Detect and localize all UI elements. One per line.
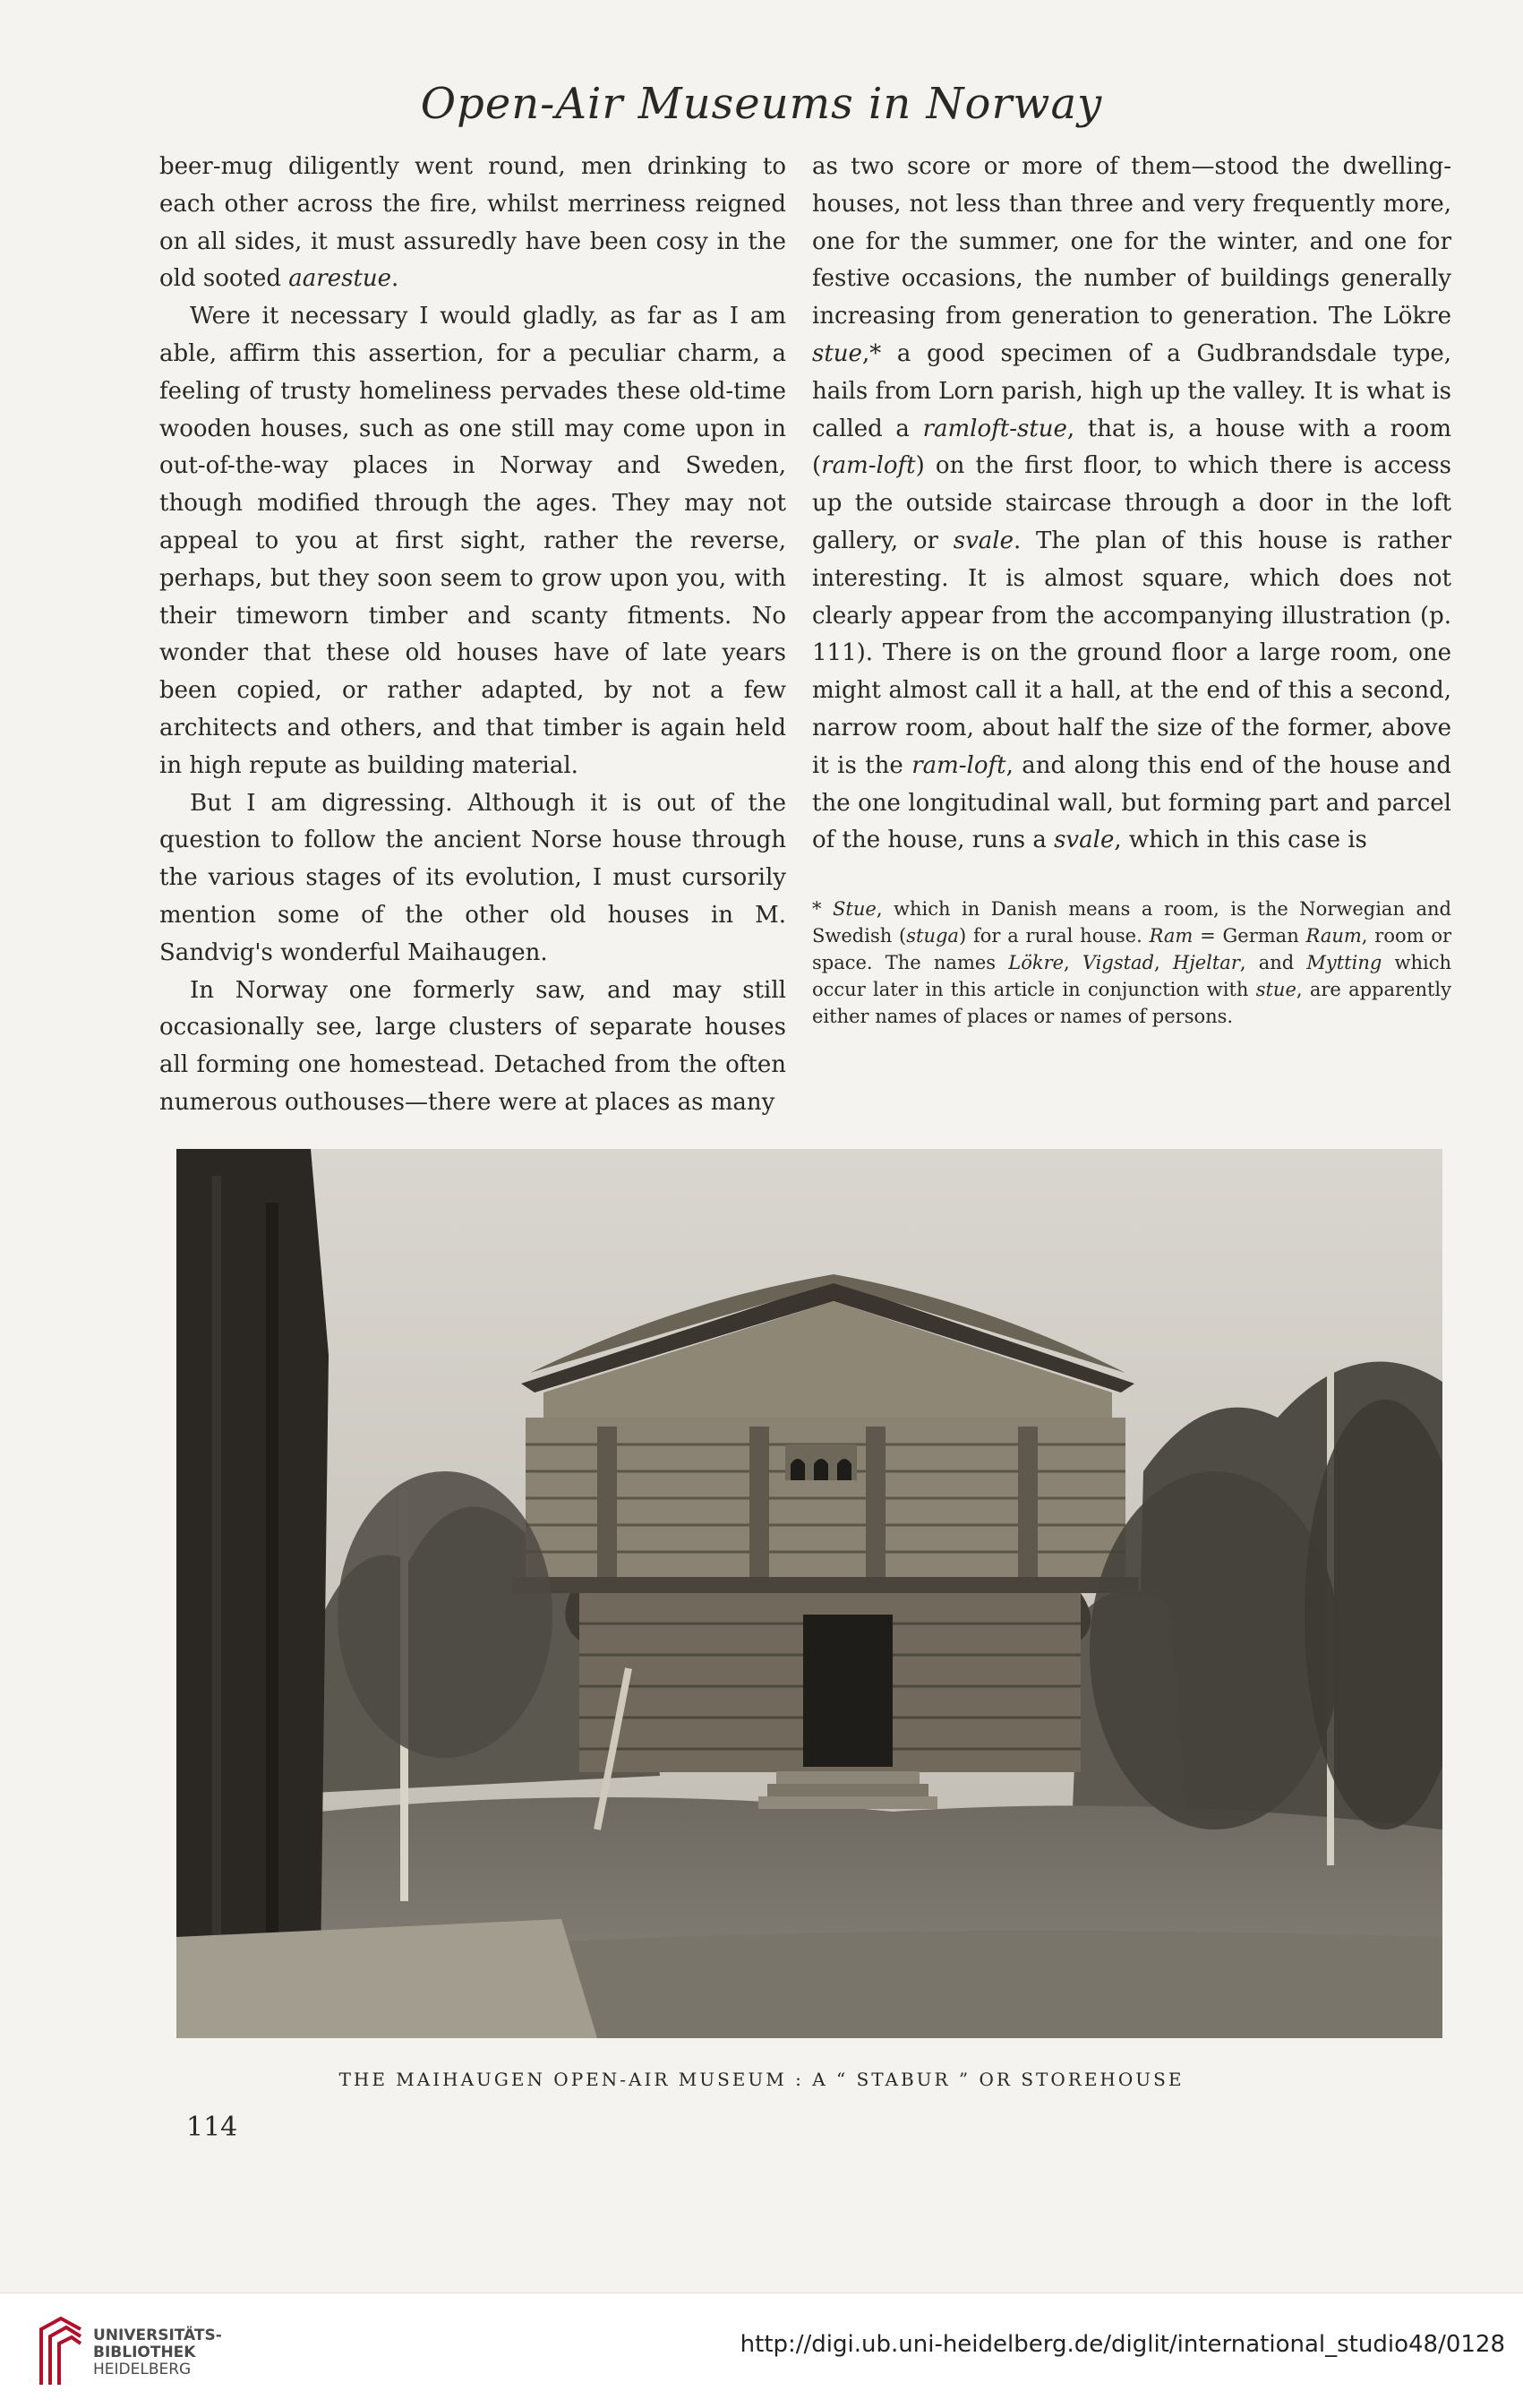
footnote [812, 896, 1451, 1030]
paragraph [159, 298, 786, 784]
text-run: . [391, 265, 399, 293]
text-run: , which in Danish means a room, is the Norwegian and Swedish ( [812, 898, 1451, 947]
text-run: But I am digressing. Although it is out of the question to follow the ancient Norse house through the various stages of its evolution, I must cursorily mention some of the other old houses in M. Sandvig's wonderful Maihaugen. [159, 789, 786, 966]
source-url[interactable]: http://digi.ub.uni-heidelberg.de/diglit/international_studio48/0128 [740, 2331, 1505, 2358]
italic-term: Lökre [1008, 952, 1065, 973]
italic-term: Hjeltar [1172, 952, 1240, 973]
right-column [812, 149, 1451, 860]
italic-term: aarestue [288, 265, 392, 293]
text-run: beer-mug diligently went round, men drinking to each other across the fire, whilst merriness reigned on all sides, it must assuredly have been cosy in the old sooted [159, 153, 786, 293]
text-run: ) on the first floor, to which there is access up the outside staircase through a door in the loft gallery, or [812, 452, 1451, 554]
paragraph [159, 149, 786, 298]
paragraph [159, 973, 786, 1122]
text-run: = German [1193, 925, 1306, 947]
italic-term: Stue [833, 898, 877, 920]
italic-term: Mytting [1306, 952, 1382, 973]
storehouse-photograph [176, 1149, 1442, 2038]
text-run: , which in this case is [1114, 827, 1367, 854]
italic-term: stuga [906, 925, 959, 947]
text-run: Were it necessary I would gladly, as far as I am able, affirm this assertion, for a peculiar charm, a feeling of trusty homeliness pervades these old-time wooden houses, such as one still may come upon in out-of-the-way places in Norway and Sweden, though modified through the ages. They may not appeal to you at first sight, rather the reverse, perhaps, but they soon seem to grow upon you, with their timeworn timber and scanty fitments. No wonder that these old houses have of late years been copied, or rather adapted, by not a few architects and others, and that timber is again held in high repute as building material. [159, 303, 786, 779]
italic-term: svale [953, 527, 1014, 554]
page-number: 114 [186, 2112, 238, 2143]
library-name-line3: HEIDELBERG [93, 2361, 192, 2378]
footnote-text [812, 896, 1451, 1030]
left-column [159, 149, 786, 1122]
italic-term: Raum [1305, 925, 1362, 947]
text-run: In Norway one formerly saw, and may still occasionally see, large clusters of separate houses all forming one homestead. Detached from the often numerous outhouses—there were at places as many [159, 976, 786, 1116]
italic-term: ram-loft [911, 751, 1006, 779]
library-footer [0, 2292, 1523, 2408]
text-run: , are apparently either names of places or names of persons. [812, 979, 1452, 1027]
text-run: , that is, a house with a room ( [812, 415, 1451, 480]
library-name-line1: UNIVERSITÄTS- [93, 2327, 222, 2344]
text-run: . The plan of this house is rather interesting. It is almost square, which does not clearly appear from the accompanying illustration (p. 111). There is on the ground floor a large room, one might almost call it a hall, at the end of this a second, narrow room, about half the size of the former, above it is the [812, 527, 1451, 779]
text-run: , and [1239, 952, 1307, 973]
text-run: which occur later in this article in conjunction with [812, 952, 1451, 1000]
italic-term: svale [1054, 827, 1115, 854]
plate-caption: THE MAIHAUGEN OPEN-AIR MUSEUM : A “ STABUR ” OR STOREHOUSE [338, 2069, 1185, 2090]
italic-term: stue [1255, 979, 1296, 1000]
text-run: ,* a good specimen of a Gudbrandsdale type, hails from Lorn parish, high up the valley. It is what is called a [812, 339, 1451, 442]
italic-term: ramloft-stue [922, 415, 1067, 442]
text-run: , [1064, 952, 1082, 973]
paragraph [159, 785, 786, 973]
text-run: , and along this end of the house and the one longitudinal wall, but forming part and parcel of the house, runs a [812, 751, 1451, 854]
text-run: * [812, 898, 834, 920]
italic-term: Vigstad [1082, 952, 1155, 973]
university-library-logo-icon [36, 2313, 86, 2390]
italic-term: stue [812, 339, 862, 367]
italic-term: ram-loft [821, 452, 916, 480]
running-head: Open-Air Museums in Norway [420, 79, 1103, 129]
text-run: , room or space. The names [812, 925, 1451, 973]
library-name [93, 2327, 222, 2378]
library-name-line2: BIBLIOTHEK [93, 2344, 196, 2361]
text-run: ) for a rural house. [958, 925, 1150, 947]
stabur-illustration [176, 1149, 1442, 2038]
italic-term: Ram [1149, 925, 1194, 947]
paragraph [812, 149, 1451, 860]
text-run: as two score or more of them—stood the dwelling-houses, not less than three and very frequently more, one for the summer, one for the winter, and one for festive occasions, the number of buildings generally increasing from generation to generation. The Lökre [812, 153, 1451, 330]
text-run: , [1154, 952, 1173, 973]
